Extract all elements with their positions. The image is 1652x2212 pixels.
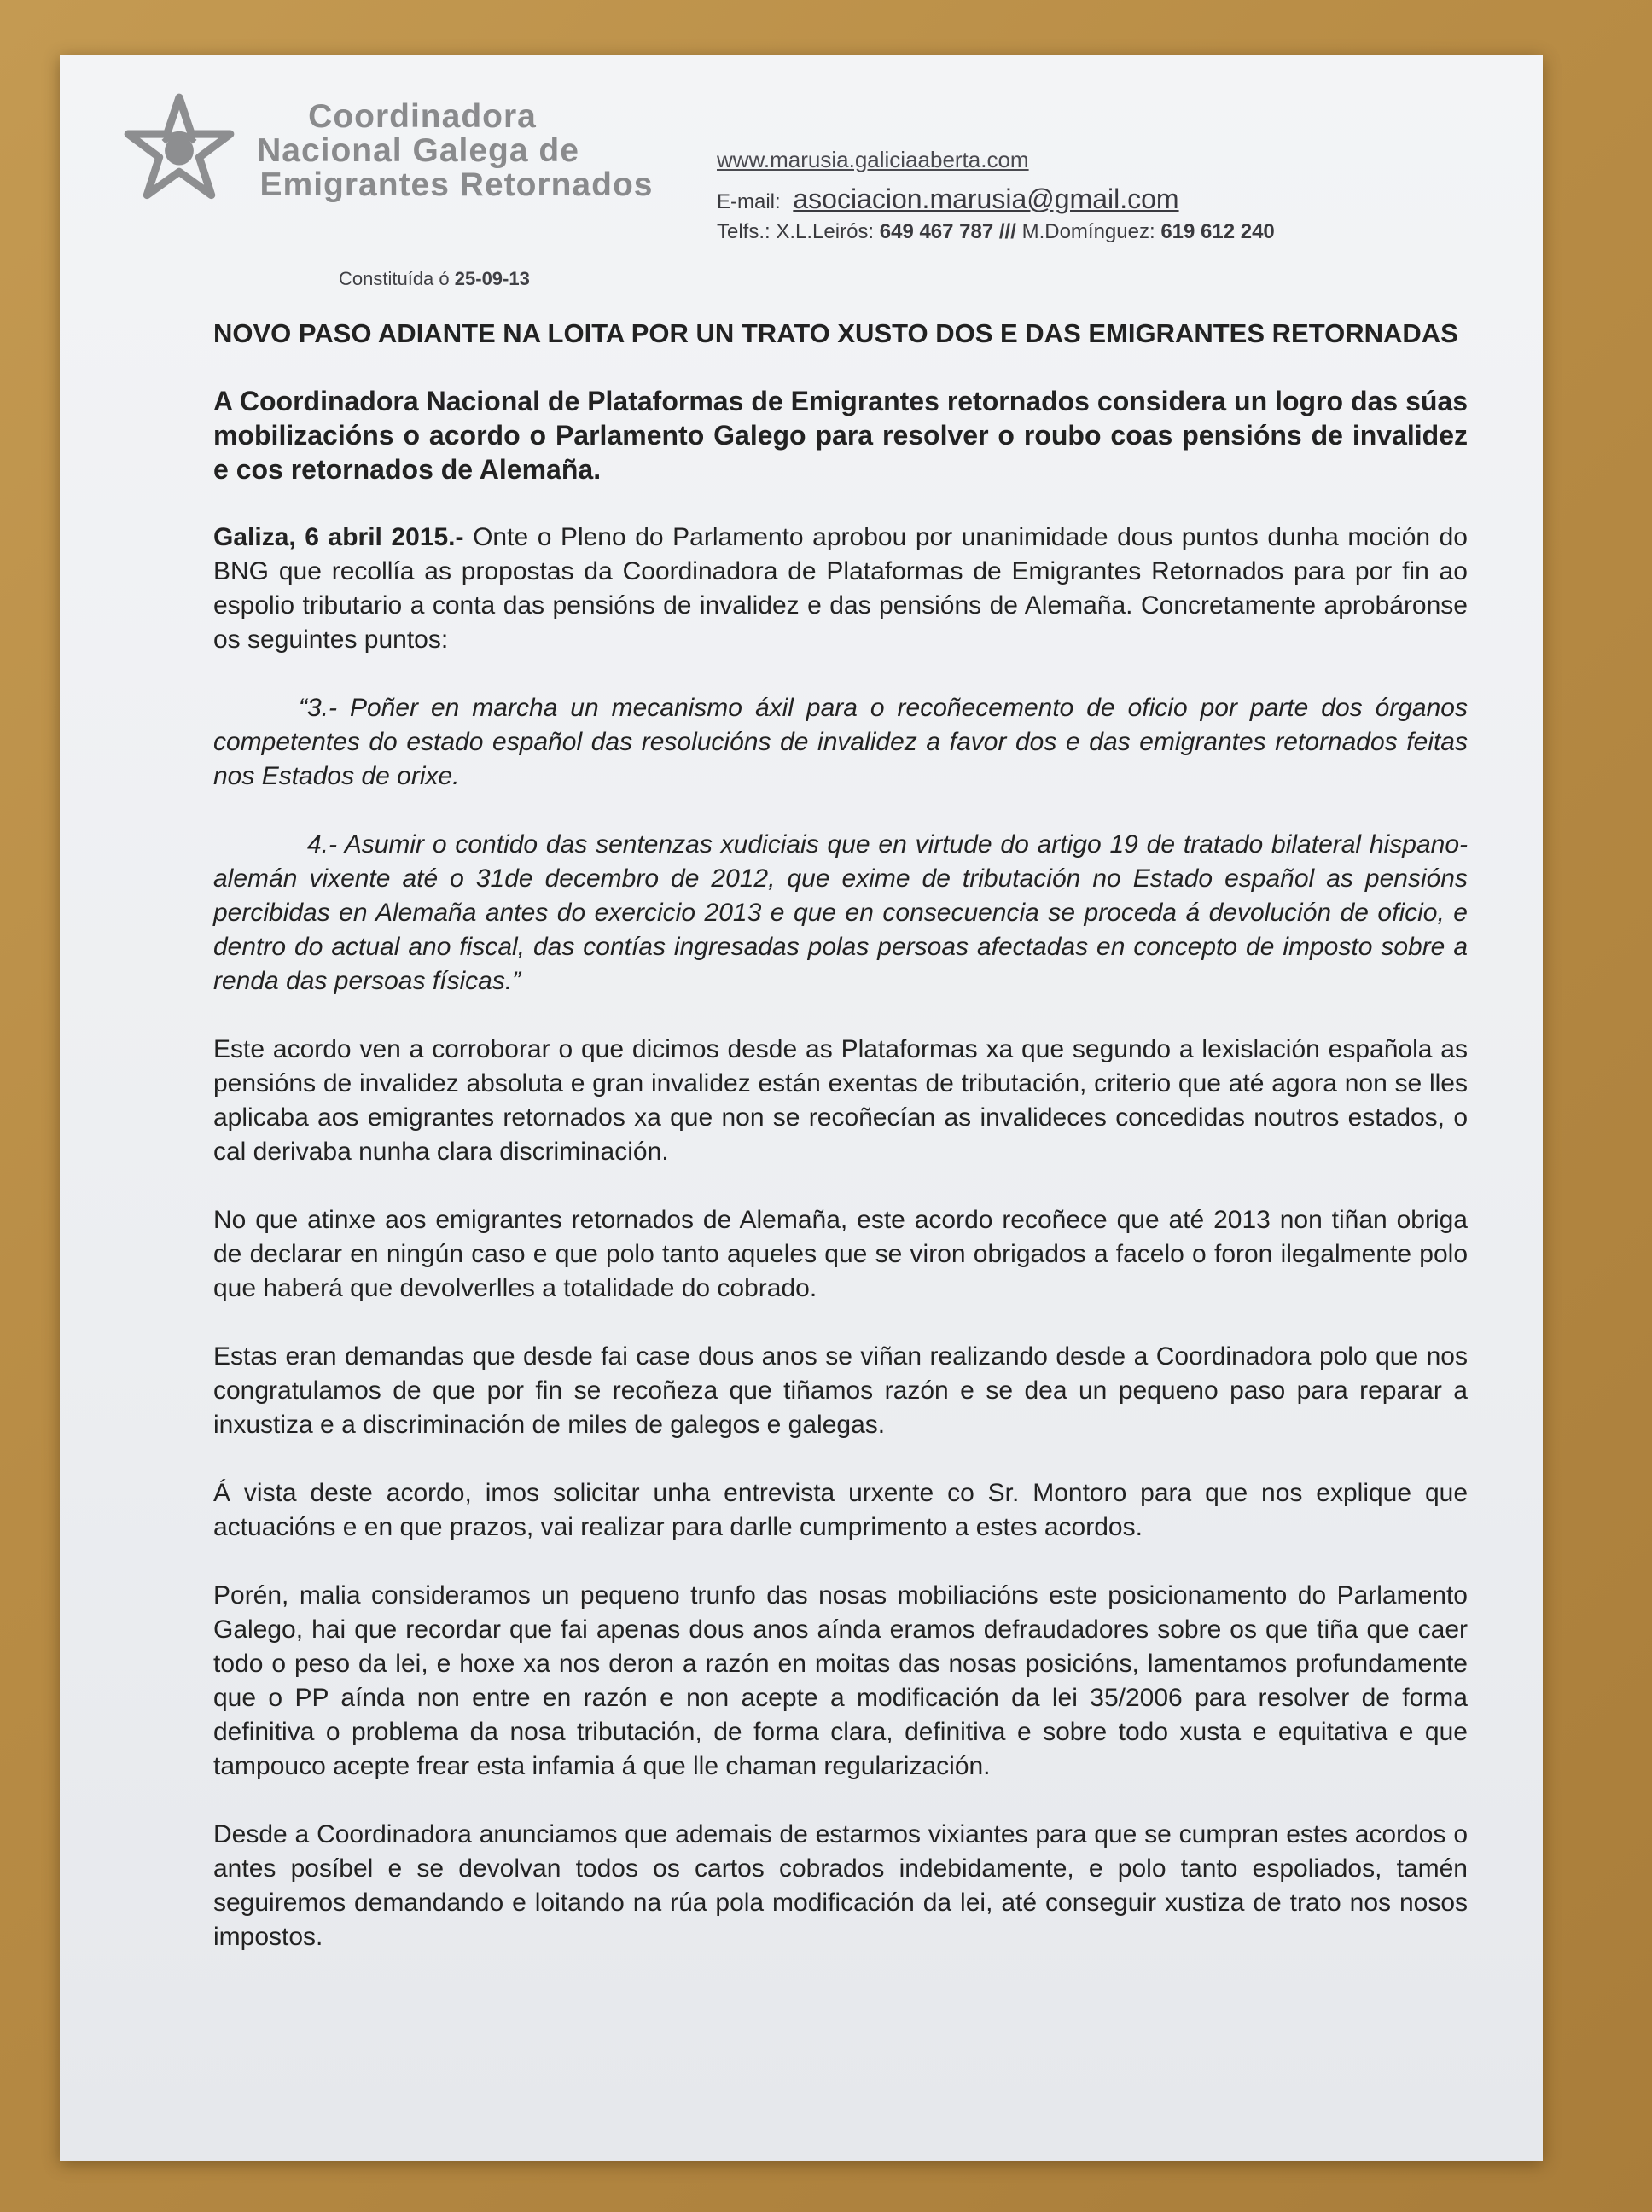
document-sheet	[60, 55, 1543, 2161]
paragraph-intro-text: Onte o Pleno do Parlamento aprobou por unanimidade dous puntos dunha moción do BNG que recollía as propostas da Coordinadora de Plataformas de Emigrantes Retornados para por fin ao espolio tributario a conta das pensións de invalidez e das pensións de Alemaña. Concretamente aprobáronse os seguintes puntos:	[213, 523, 1468, 654]
paragraph-3: No que atinxe aos emigrantes retornados de Alemaña, este acordo recoñece que até 2013 non tiñan obriga de declarar en ningún caso e que polo tanto aqueles que se viron obrigados a facelo o foron ilegalmente polo que haberá que devolverlles a totalidade do cobrado.	[213, 1206, 1468, 1302]
founding-date	[339, 268, 530, 290]
phone-label: Telfs.: X.L.Leirós:	[717, 220, 875, 243]
organization-logo	[124, 93, 721, 315]
founding-label: Constituída ó	[339, 268, 450, 289]
phone-line	[717, 220, 1275, 244]
article-body	[213, 317, 1468, 1988]
article-lead: A Coordinadora Nacional de Plataformas de Emigrantes retornados considera un logro das súas mobilizacións o acordo o Parlamento Galego para resolver o roubo coas pensións de invalidez e cos retornados de Alemaña.	[213, 386, 1468, 485]
email-label: E-mail:	[717, 190, 781, 213]
dateline: Galiza, 6 abril 2015.-	[213, 523, 464, 551]
phone-2-label: M.Domínguez:	[1021, 220, 1155, 243]
org-name-line1: Coordinadora	[308, 98, 537, 135]
email-link[interactable]: asociacion.marusia@gmail.com	[793, 183, 1179, 214]
paragraph-6: Porén, malia consideramos un pequeno trunfo das nosas mobiliacións este posicionamento do Parlamento Galego, hai que recordar que fai apenas dous anos aínda eramos defraudadores sobre os que tiña que caer todo o peso da lei, e hoxe xa nos deron a razón en moitas das nosas posicións, lamentamos profundamente que o PP aínda non entre en razón e non acepte a modificación da lei 35/2006 para resolver de forma definitiva o problema da nosa tributación, de forma clara, definitiva e sobre todo xusta e equitativa e que tampouco acepte frear esta infamia á que lle chaman regularización.	[213, 1581, 1468, 1780]
quote-point-4: 4.- Asumir o contido das sentenzas xudiciais que en virtude do artigo 19 de tratado bilateral hispano-alemán vixente até o 31de decembro de 2012, que exime de tributación no Estado español as pensións percibidas en Alemaña antes do exercicio 2013 e que en consecuencia se proceda á devolución de oficio, e dentro do actual ano fiscal, das contías ingresadas polas persoas afectadas en concepto de imposto sobre a renda das persoas físicas.”	[213, 830, 1468, 995]
contact-block	[717, 147, 1275, 244]
paragraph-5: Á vista deste acordo, imos solicitar unha entrevista urxente co Sr. Montoro para que nos explique que actuacións e en que prazos, vai realizar para darlle cumprimento a estes acordos.	[213, 1479, 1468, 1541]
paragraph-2: Este acordo ven a corroborar o que dicimos desde as Plataformas xa que segundo a lexislación española as pensións de invalidez absoluta e gran invalidez están exentas de tributación, criterio que até agora non se lles aplicaba aos emigrantes retornados xa que non se recoñecían as invalideces concedidas noutros estados, o cal derivaba nunha clara discriminación.	[213, 1035, 1468, 1166]
paragraph-4: Estas eran demandas que desde fai case dous anos se viñan realizando desde a Coordinadora polo que nos congratulamos de que por fin se recoñeza que tiñamos razón e se dea un pequeno paso para reparar a inxustiza e a discriminación de miles de galegos e galegas.	[213, 1342, 1468, 1439]
article-title: NOVO PASO ADIANTE NA LOITA POR UN TRATO XUSTO DOS E DAS EMIGRANTES RETORNADAS	[213, 318, 1458, 348]
org-name-line2: Nacional Galega de	[257, 132, 579, 169]
quote-point-3: “3.- Poñer en marcha un mecanismo áxil para o recoñecemento de oficio por parte dos órganos competentes do estado español das resolucións de invalidez a favor dos e das emigrantes retornados feitas nos Estados de orixe.	[213, 694, 1468, 790]
org-name-line3: Emigrantes Retornados	[259, 166, 654, 203]
founding-date-value: 25-09-13	[454, 268, 530, 289]
paragraph-intro	[213, 521, 1468, 657]
phone-2: 619 612 240	[1160, 220, 1275, 243]
paragraph-7: Desde a Coordinadora anunciamos que ademais de estarmos vixiantes para que se cumpran estes acordos o antes posíbel e se devolvan todos os cartos cobrados indebidamente, e polo tanto espoliados, tamén seguiremos demandando e loitando na rúa pola modificación da lei, até conseguir xustiza de trato nos nosos impostos.	[213, 1820, 1468, 1951]
phone-separator: ///	[998, 220, 1016, 243]
phone-1: 649 467 787	[879, 220, 994, 243]
website-link[interactable]: www.marusia.galiciaaberta.com	[717, 147, 1029, 172]
email-line	[717, 183, 1275, 215]
